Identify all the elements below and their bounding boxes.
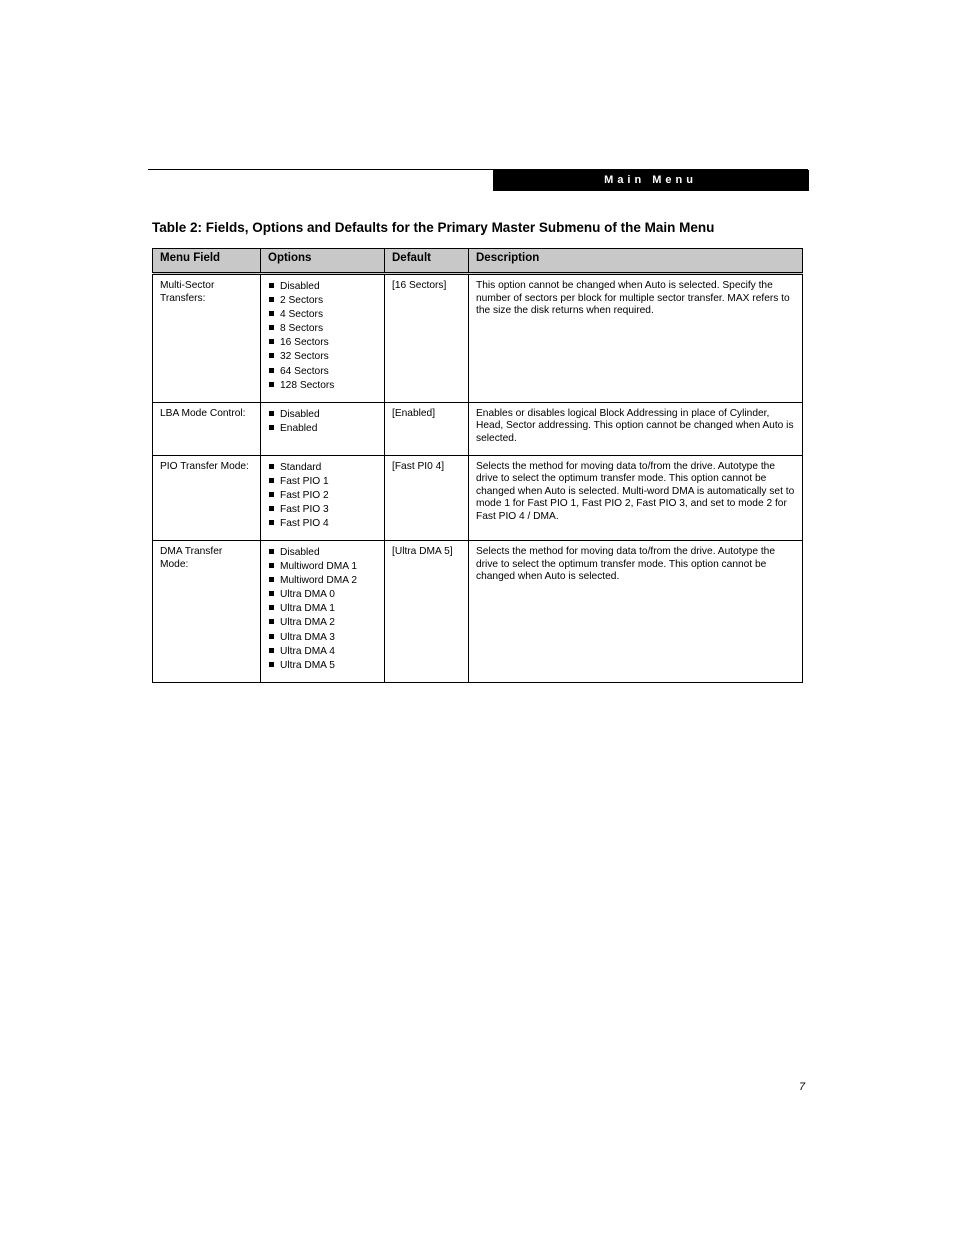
option-item: Fast PIO 2 (268, 489, 377, 503)
option-item: Enabled (268, 422, 377, 436)
option-item: Fast PIO 1 (268, 475, 377, 489)
description-cell: Enables or disables logical Block Addressing in place of Cylinder, Head, Sector addressing. This option cannot be changed when Auto is selected. (469, 402, 803, 455)
option-item: Standard (268, 461, 377, 475)
options-cell (261, 402, 385, 455)
option-item: 4 Sectors (268, 308, 377, 322)
option-item: Ultra DMA 3 (268, 631, 377, 645)
column-header-description: Description (469, 249, 803, 274)
default-cell: [16 Sectors] (385, 274, 469, 403)
default-cell: [Ultra DMA 5] (385, 541, 469, 683)
table-row (153, 455, 803, 540)
option-item: 128 Sectors (268, 379, 377, 393)
column-header-default: Default (385, 249, 469, 274)
option-item: 64 Sectors (268, 365, 377, 379)
section-header-tab: Main Menu (493, 170, 809, 191)
table-caption: Table 2: Fields, Options and Defaults for the Primary Master Submenu of the Main Menu (152, 220, 715, 235)
option-item: Disabled (268, 546, 377, 560)
options-list (268, 546, 377, 673)
table-row (153, 541, 803, 683)
default-cell: [Enabled] (385, 402, 469, 455)
page-number: 7 (799, 1081, 806, 1093)
option-item: Fast PIO 4 (268, 517, 377, 531)
options-cell (261, 274, 385, 403)
primary-master-submenu-table (152, 248, 803, 683)
description-cell: This option cannot be changed when Auto is selected. Specify the number of sectors per block for multiple sector transfer. MAX refers to the size the disk returns when required. (469, 274, 803, 403)
menu-field-cell: Multi-Sector Transfers: (153, 274, 261, 403)
options-list (268, 280, 377, 393)
options-cell (261, 455, 385, 540)
menu-field-cell: PIO Transfer Mode: (153, 455, 261, 540)
option-item: 8 Sectors (268, 322, 377, 336)
menu-field-cell: LBA Mode Control: (153, 402, 261, 455)
option-item: Ultra DMA 0 (268, 588, 377, 602)
table-row (153, 274, 803, 403)
option-item: 2 Sectors (268, 294, 377, 308)
option-item: Multiword DMA 1 (268, 560, 377, 574)
description-cell: Selects the method for moving data to/from the drive. Autotype the drive to select the optimum transfer mode. This option cannot be changed when Auto is selected. (469, 541, 803, 683)
option-item: Ultra DMA 5 (268, 659, 377, 673)
option-item: 16 Sectors (268, 336, 377, 350)
description-cell: Selects the method for moving data to/from the drive. Autotype the drive to select the optimum transfer mode. This option cannot be changed when Auto is selected. Multi-word DMA is automatically set to mode 1 for Fast PIO 1, Fast PIO 2, Fast PIO 3, and set to mode 2 for Fast PIO 4 / DMA. (469, 455, 803, 540)
options-list (268, 461, 377, 531)
option-item: Disabled (268, 408, 377, 422)
option-item: Ultra DMA 2 (268, 616, 377, 630)
option-item: Fast PIO 3 (268, 503, 377, 517)
menu-field-cell: DMA Transfer Mode: (153, 541, 261, 683)
options-list (268, 408, 377, 436)
column-header-menu-field: Menu Field (153, 249, 261, 274)
table-header-row (153, 249, 803, 274)
option-item: Disabled (268, 280, 377, 294)
default-cell: [Fast PI0 4] (385, 455, 469, 540)
option-item: Ultra DMA 1 (268, 602, 377, 616)
option-item: 32 Sectors (268, 350, 377, 364)
option-item: Multiword DMA 2 (268, 574, 377, 588)
options-cell (261, 541, 385, 683)
column-header-options: Options (261, 249, 385, 274)
option-item: Ultra DMA 4 (268, 645, 377, 659)
table-row (153, 402, 803, 455)
